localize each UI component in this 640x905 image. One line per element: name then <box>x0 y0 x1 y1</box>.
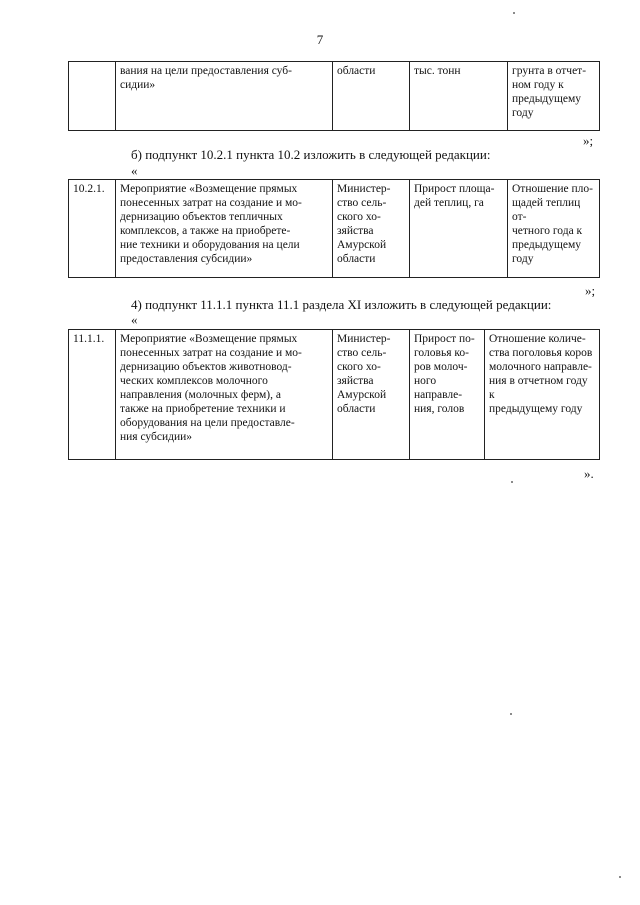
table-cell-ratio: грунта в отчет- ном году к предыдущему году <box>508 62 600 131</box>
table-11-1-1 <box>68 329 600 460</box>
table-cell-number <box>69 62 116 131</box>
table-cell-description: Мероприятие «Возмещение прямых понесенных затрат на создание и мо- дернизацию объектов животновод- ческих комплексов молочного направления (молочных ферм), а также на приобретение техники и оборудования на цели предоставле- ния субсидии» <box>116 330 333 460</box>
table-10-2-1 <box>68 179 600 278</box>
table-row <box>69 330 600 460</box>
scan-speck <box>513 12 515 14</box>
table-cell-ratio: Отношение пло- щадей теплиц от- четного года к предыдущему году <box>508 180 600 278</box>
table-cell-indicator: Прирост площа- дей теплиц, га <box>410 180 508 278</box>
closing-quote-3: ». <box>584 466 594 481</box>
table-cell-ratio: Отношение количе- ства поголовья коров молочного направле- ния в отчетном году к предыдущему году <box>485 330 600 460</box>
table-cell-description: Мероприятие «Возмещение прямых понесенных затрат на создание и мо- дернизацию объектов тепличных комплексов, а также на приобрете- ние техники и оборудования на цели предоставления субсидии» <box>116 180 333 278</box>
table-cell-indicator: тыс. тонн <box>410 62 508 131</box>
paragraph-4: 4) подпункт 11.1.1 пункта 11.1 раздела XI изложить в следующей редакции: <box>131 297 552 312</box>
closing-quote-2: »; <box>585 283 596 298</box>
table-cell-number: 10.2.1. <box>69 180 116 278</box>
table-row <box>69 62 600 131</box>
table-cell-indicator: Прирост по- головья ко- ров молоч- ного направле- ния, голов <box>410 330 485 460</box>
closing-quote-1: »; <box>583 133 594 148</box>
opening-quote-1: « <box>131 163 138 178</box>
paragraph-b: б) подпункт 10.2.1 пункта 10.2 изложить в следующей редакции: <box>131 147 491 162</box>
table-cell-description: вания на цели предоставления суб- сидии» <box>116 62 333 131</box>
opening-quote-2: « <box>131 312 138 327</box>
table-cell-responsible: области <box>333 62 410 131</box>
page-number: 7 <box>316 32 324 47</box>
table-cell-number: 11.1.1. <box>69 330 116 460</box>
table-cell-responsible: Министер- ство сель- ского хо- зяйства Амурской области <box>333 180 410 278</box>
table-cell-responsible: Министер- ство сель- ского хо- зяйства Амурской области <box>333 330 410 460</box>
table-continuation <box>68 61 600 131</box>
scan-speck <box>511 481 513 483</box>
scan-speck <box>619 876 621 878</box>
scan-speck <box>510 713 512 715</box>
table-row <box>69 180 600 278</box>
